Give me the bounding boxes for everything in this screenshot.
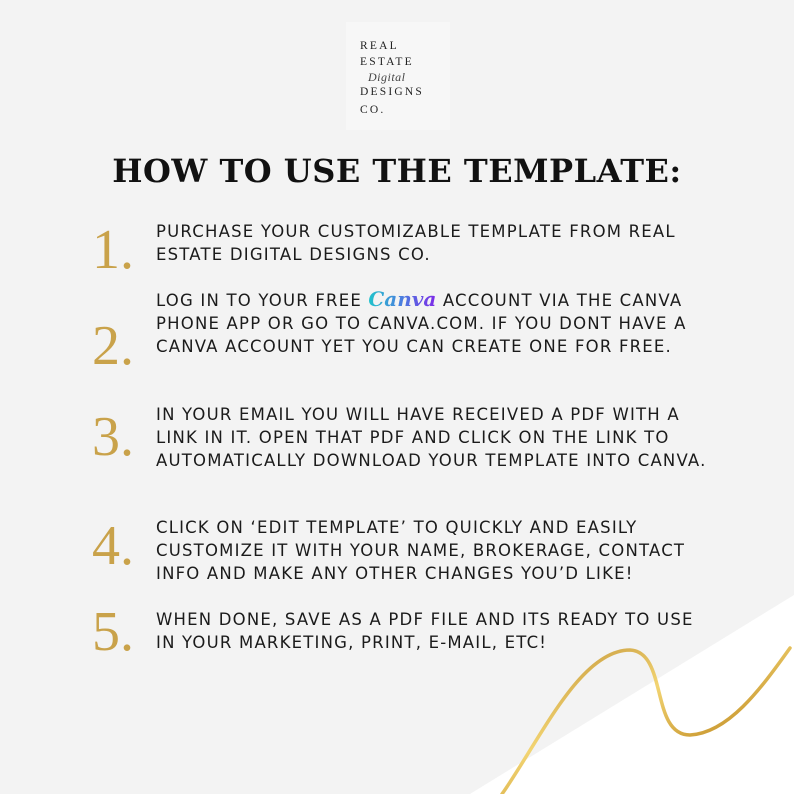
step-number: 5. [92, 601, 134, 663]
logo-line-designs: DESIGNS [360, 86, 424, 98]
page-title: HOW TO USE THE TEMPLATE: [112, 152, 682, 190]
logo-line-real: REAL [360, 40, 399, 52]
step-number: 4. [92, 515, 134, 577]
step-text-after-logo: ACCOUNT VIA THE CANVA PHONE APP OR GO TO CANVA.COM. IF YOU DONT HAVE A CANVA ACCOUNT YET YOU CAN CREATE ONE FOR FREE. [156, 291, 687, 356]
logo-line-digital: Digital [368, 70, 406, 84]
step-text: CLICK ON ‘EDIT TEMPLATE’ TO QUICKLY AND EASILY CUSTOMIZE IT WITH YOUR NAME, BROKERAGE, CONTACT INFO AND MAKE ANY OTHER CHANGES YOU’D LIKE! [156, 518, 686, 583]
step-number: 1. [92, 219, 134, 281]
step-number: 3. [92, 406, 134, 468]
step-text-before-logo: LOG IN TO YOUR FREE [156, 291, 369, 310]
step-number: 2. [92, 315, 134, 377]
step-text: PURCHASE YOUR CUSTOMIZABLE TEMPLATE FROM REAL ESTATE DIGITAL DESIGNS CO. [156, 222, 676, 264]
step-text: IN YOUR EMAIL YOU WILL HAVE RECEIVED A PDF WITH A LINK IN IT. OPEN THAT PDF AND CLICK ON THE LINK TO AUTOMATICALLY DOWNLOAD YOUR TEMPLATE INTO CANVA. [156, 405, 707, 470]
brand-logo [346, 22, 450, 130]
canva-logo: Canva [368, 287, 437, 311]
logo-line-co: CO. [360, 104, 386, 116]
step-text: WHEN DONE, SAVE AS A PDF FILE AND ITS READY TO USE IN YOUR MARKETING, PRINT, E-MAIL, ETC! [156, 610, 694, 652]
logo-line-estate: ESTATE [360, 56, 414, 68]
step-text [156, 288, 716, 358]
